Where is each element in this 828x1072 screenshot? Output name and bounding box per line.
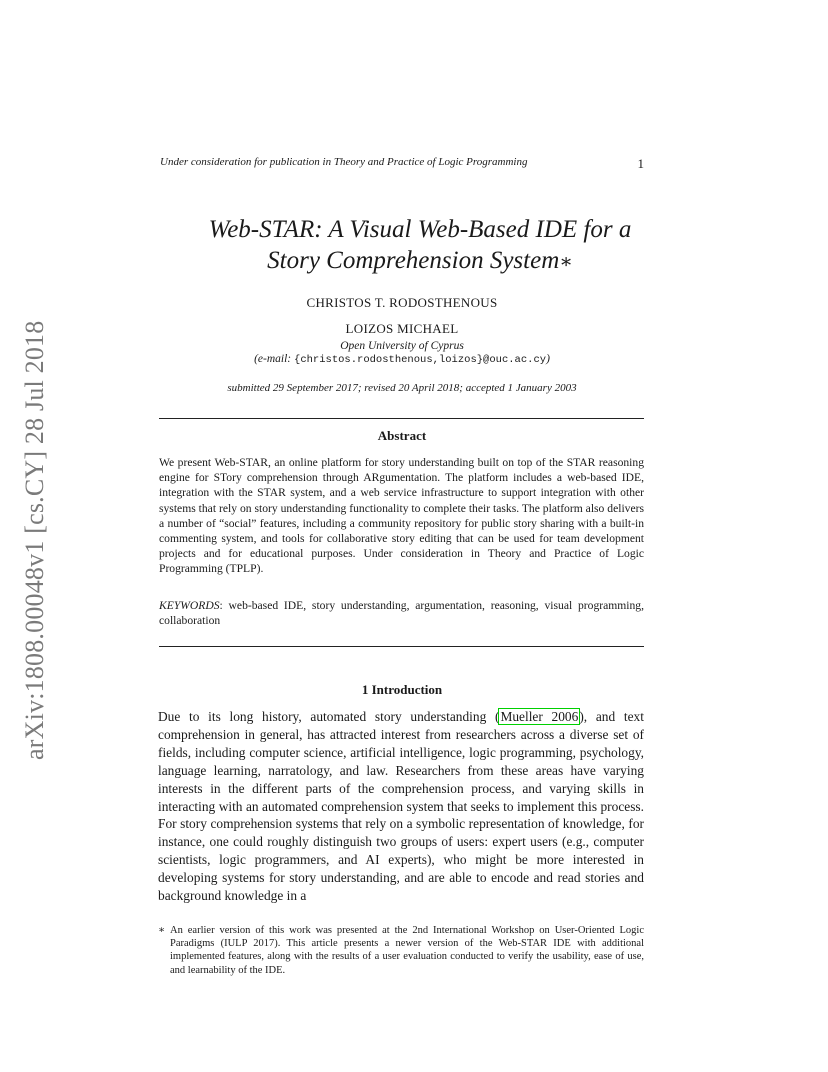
abstract-bottom-rule bbox=[159, 646, 644, 647]
footnote bbox=[158, 924, 644, 977]
title-line-2 bbox=[120, 245, 720, 278]
email-suffix: ) bbox=[546, 353, 550, 365]
email-line bbox=[160, 353, 644, 366]
abstract-top-rule bbox=[159, 418, 644, 419]
running-title: Under consideration for publication in Theory and Practice of Logic Programming bbox=[160, 156, 528, 168]
author-1: CHRISTOS T. RODOSTHENOUS bbox=[306, 295, 498, 310]
citation-link[interactable]: Mueller 2006 bbox=[500, 709, 579, 724]
affiliation: Open University of Cyprus bbox=[340, 340, 464, 352]
intro-text-1: Due to its long history, automated story understanding ( bbox=[158, 709, 500, 724]
title-line-1: Web-STAR: A Visual Web-Based IDE for a bbox=[208, 216, 632, 243]
title-footnote-mark: ∗ bbox=[559, 251, 573, 273]
abstract-heading: Abstract bbox=[377, 428, 427, 443]
introduction-paragraph bbox=[158, 708, 644, 905]
author-2: LOIZOS MICHAEL bbox=[345, 321, 459, 336]
keywords bbox=[159, 598, 644, 628]
title-line-2-text: Story Comprehension System bbox=[267, 247, 560, 274]
email-prefix: (e-mail: bbox=[254, 353, 295, 365]
footnote-text: An earlier version of this work was presented at the 2nd International Workshop on User-Oriented Logic Paradigms (IULP 2017). This article presents a newer version of the Web-STAR IDE with additional implemented features, along with the results of a user evaluation conducted to verify the usability, ease of use, and learnability of the IDE. bbox=[170, 925, 644, 976]
running-header bbox=[160, 156, 644, 171]
email-addresses: {christos.rodosthenous,loizos}@ouc.ac.cy bbox=[294, 354, 547, 366]
paper-title bbox=[120, 214, 720, 278]
keywords-label: KEYWORDS bbox=[159, 599, 220, 612]
keywords-list: : web-based IDE, story understanding, argumentation, reasoning, visual programming, collaboration bbox=[159, 599, 644, 628]
footnote-mark: ∗ bbox=[158, 925, 166, 936]
arxiv-stamp: arXiv:1808.00048v1 [cs.CY] 28 Jul 2018 bbox=[20, 320, 49, 760]
abstract-body: We present Web-STAR, an online platform for story understanding built on top of the STAR reasoning engine for STory comprehension through ARgumentation. The platform includes a web-based IDE, integration with the STAR system, and a web service infrastructure to support integration with other systems that rely on story understanding functionality to complete their tasks. The platform also delivers a number of “social” features, including a community repository for public story sharing with a built-in commenting system, and tools for collaborative story editing that can be used for team development projects and for educational purposes. Under consideration in Theory and Practice of Logic Programming (TPLP). bbox=[159, 456, 644, 576]
submission-dates: submitted 29 September 2017; revised 20 April 2018; accepted 1 January 2003 bbox=[227, 382, 577, 394]
intro-text-2: ), and text comprehension in general, has attracted interest from researchers across a diverse set of fields, including computer science, artificial intelligence, logic programming, psychology, language learning, narratology, and law. Researchers from these areas have varying interests in the different parts of the comprehension process, and varying skills in interacting with an automated comprehension system that seeks to implement this process. For story comprehension systems that rely on a symbolic representation of knowledge, for instance, one could roughly distinguish two groups of users: expert users (e.g., computer scientists, logic programmers, and AI experts), who might be more interested in developing systems for story understanding, and are able to encode and read stories and background knowledge in a bbox=[158, 709, 644, 904]
page-number: 1 bbox=[637, 156, 644, 171]
section-heading-introduction: 1 Introduction bbox=[361, 682, 443, 697]
